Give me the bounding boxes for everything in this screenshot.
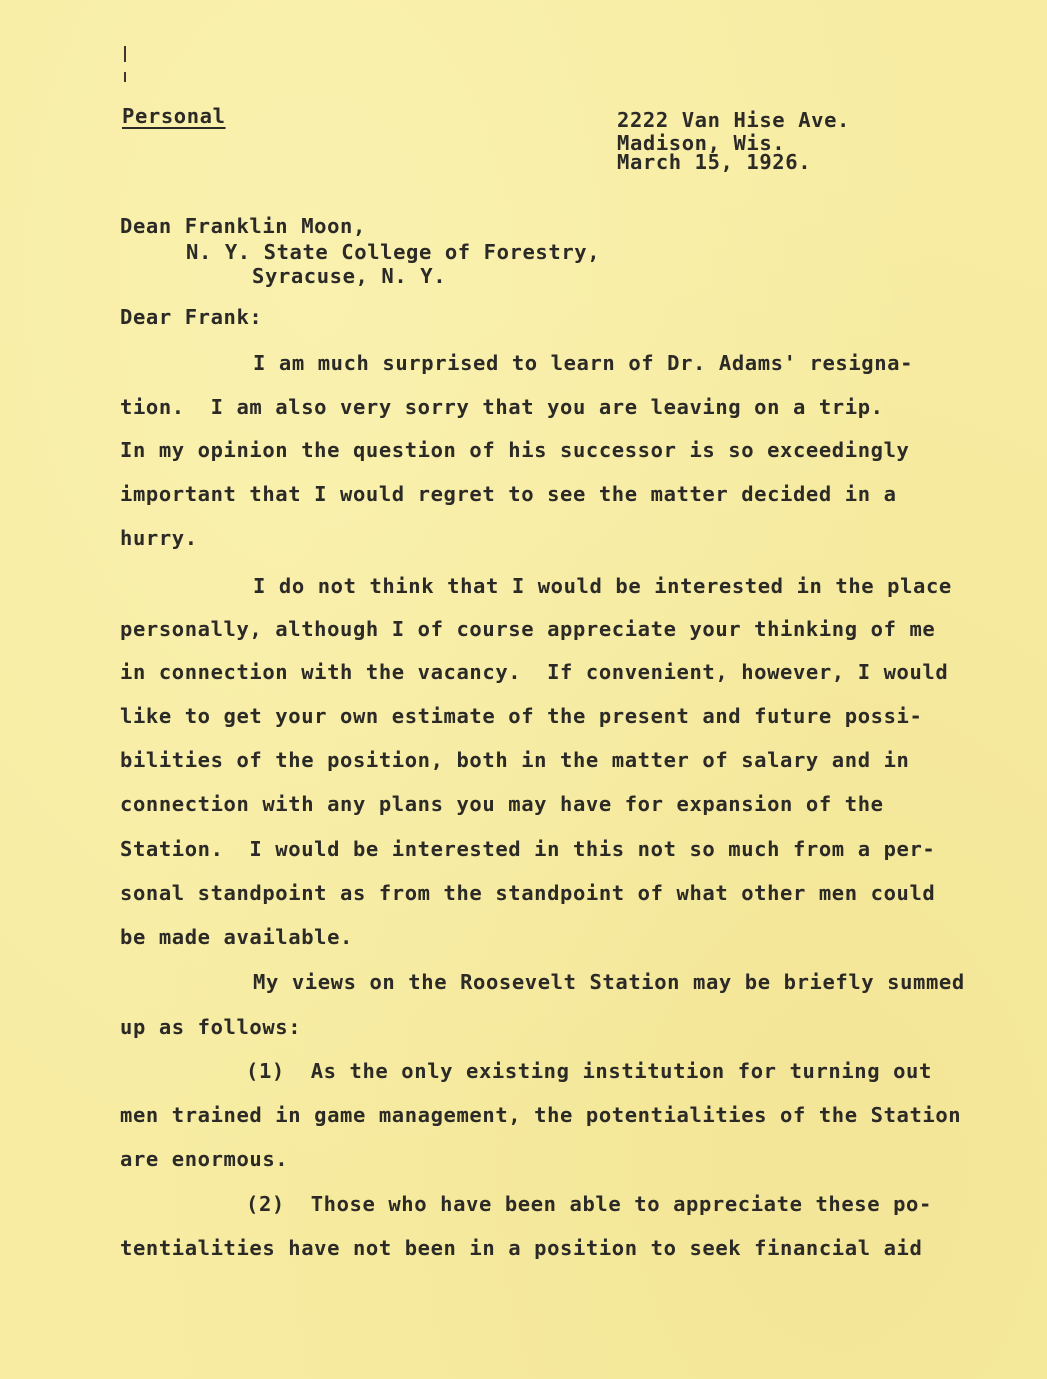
body-line: bilities of the position, both in the matter of salary and in [120, 748, 910, 772]
personal-heading: Personal [122, 104, 226, 128]
body-line: personally, although I of course appreciate your thinking of me [120, 617, 936, 641]
body-line: hurry. [120, 526, 198, 550]
body-line: be made available. [120, 925, 353, 949]
body-line: tion. I am also very sorry that you are leaving on a trip. [120, 395, 884, 419]
body-line: My views on the Roosevelt Station may be briefly summed [253, 970, 965, 994]
body-line: I am much surprised to learn of Dr. Adams' resigna- [253, 351, 914, 375]
body-line: connection with any plans you may have for expansion of the [120, 792, 884, 816]
body-line: important that I would regret to see the matter decided in a [120, 482, 897, 506]
letter-date: March 15, 1926. [617, 150, 812, 174]
salutation: Dear Frank: [120, 305, 263, 329]
body-line: sonal standpoint as from the standpoint of what other men could [120, 881, 936, 905]
list-item-2: (2) Those who have been able to appreciate these po- [246, 1192, 932, 1216]
margin-mark [124, 72, 126, 82]
recipient-institution: N. Y. State College of Forestry, [186, 240, 601, 264]
recipient-name: Dean Franklin Moon, [120, 214, 366, 238]
body-line: In my opinion the question of his successor is so exceedingly [120, 438, 910, 462]
body-line: up as follows: [120, 1015, 302, 1039]
body-line: men trained in game management, the potentialities of the Station [120, 1103, 962, 1127]
body-line: are enormous. [120, 1147, 289, 1171]
body-line: tentialities have not been in a position to seek financial aid [120, 1236, 923, 1260]
recipient-city: Syracuse, N. Y. [252, 264, 447, 288]
return-address-street: 2222 Van Hise Ave. [617, 108, 850, 132]
body-line: in connection with the vacancy. If convenient, however, I would [120, 660, 949, 684]
return-address-city: Madison, Wis. [617, 131, 786, 155]
list-item-1: (1) As the only existing institution for turning out [246, 1059, 932, 1083]
margin-mark [124, 46, 126, 62]
body-line: Station. I would be interested in this not so much from a per- [120, 837, 936, 861]
body-line: I do not think that I would be interested in the place [253, 574, 952, 598]
body-line: like to get your own estimate of the present and future possi- [120, 704, 923, 728]
